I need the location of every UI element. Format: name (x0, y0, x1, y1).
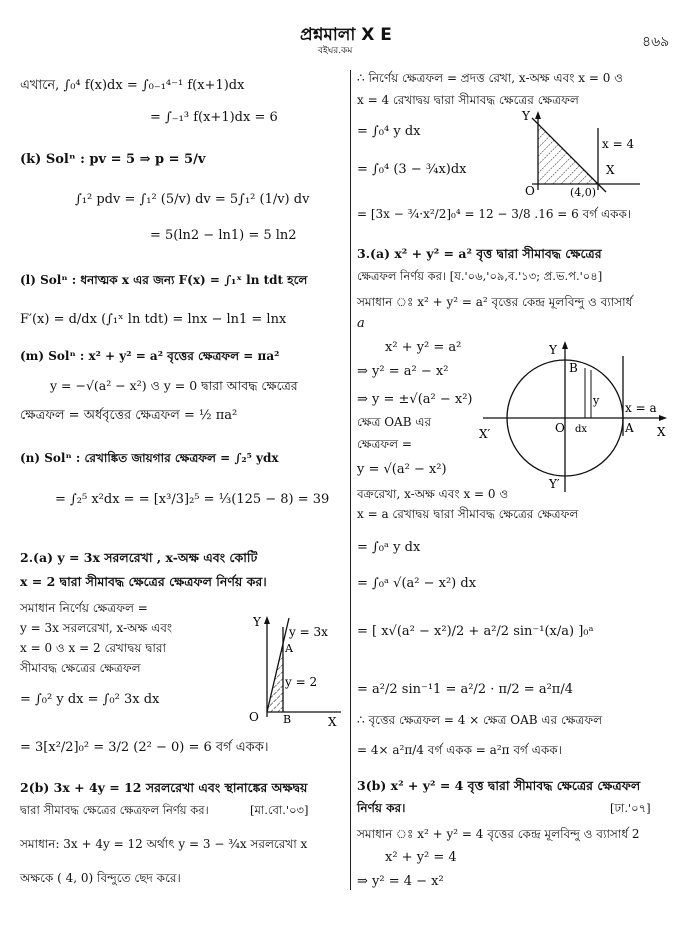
eq-line: ⇒ y = ±√(a² − x²) (357, 392, 473, 407)
eq-line: = ∫₂⁵ x²dx = = [x³/3]₂⁵ = ⅓(125 − 8) = 39 (55, 492, 330, 507)
exercise-title: প্রশ্নমালা X E (300, 25, 392, 45)
eq-line: = 3[x²/2]₀² = 3/2 (2² − 0) = 6 বর্গ একক। (20, 740, 269, 755)
page-number: ৪৬৯ (642, 34, 670, 50)
question-2a: x = 2 দ্বারা সীমাবদ্ধ ক্ষেত্রের ক্ষেত্রফল নির্ণয় কর। (20, 574, 267, 589)
point-b-label: B (569, 361, 578, 375)
eq-line: = [ x√(a² − x²)/2 + a²/2 sin⁻¹(x/a) ]₀ᵃ (357, 624, 594, 639)
question-reference: [ঢা.'০৭] (610, 801, 651, 815)
y-label: Y (253, 615, 261, 629)
solution-text: সমাধান নির্ণেয় ক্ষেত্রফল = (20, 601, 148, 615)
y-strip-label: y (593, 394, 600, 407)
figure-line-3x-4y-12 (518, 108, 646, 198)
eq-line: ⇒ y² = 4 − x² (357, 874, 444, 889)
solution-text: ∴ বৃত্তের ক্ষেত্রফল = 4 × ক্ষেত্র OAB এর ক্ষেত্রফল (357, 713, 603, 727)
solution-text: ∴ নির্ণেয় ক্ষেত্রফল = প্রদত্ত রেখা, x-অক্ষ এবং x = 0 ও (357, 71, 623, 85)
eq-line: y = −√(a² − x²) ও y = 0 দ্বারা আবদ্ধ ক্ষেত্রের (50, 378, 298, 393)
column-divider (350, 70, 351, 890)
eq-line: = [3x − ¾·x²/2]₀⁴ = 12 − 3/8 .16 = 6 বর্গ একক। (357, 207, 632, 221)
x-label: X (657, 425, 666, 439)
eq-line: = ∫₀ᵃ y dx (357, 540, 421, 555)
question-2a: 2.(a) y = 3x সরলরেখা , x-অক্ষ এবং কোটি (20, 550, 258, 565)
figure-circle (475, 336, 675, 496)
eq-line: = ∫₋₁³ f(x+1)dx = 6 (150, 110, 278, 125)
solution-n-heading: (n) Solⁿ : রেখাঙ্কিত জায়গার ক্ষেত্রফল = ∫₂⁵ ydx (20, 451, 279, 465)
figure-line-y-3x (243, 612, 345, 727)
question-3b: নির্ণয় কর। (357, 801, 406, 815)
line-label: x = 4 (602, 137, 635, 151)
point-label: (4,0) (570, 186, 597, 198)
arrowhead (264, 616, 270, 624)
x-prime-label: X′ (479, 427, 491, 441)
eq-line: = 4× a²π/4 বর্গ একক = a²π বর্গ একক। (357, 743, 562, 757)
y-label: Y (522, 109, 530, 123)
solution-m-heading: (m) Solⁿ : x² + y² = a² বৃত্তের ক্ষেত্রফল = πa² (20, 349, 280, 363)
eq-line: = a²/2 sin⁻¹1 = a²/2 · π/2 = a²π/4 (357, 682, 573, 697)
eq-line: F′(x) = d/dx (∫₁ˣ ln tdt) = lnx − ln1 = lnx (20, 312, 287, 327)
eq-line: ক্ষেত্রফল = অর্ধবৃত্তের ক্ষেত্রফল = ½ πa² (20, 408, 238, 423)
dx-label: dx (575, 424, 588, 435)
origin-label: O (525, 184, 535, 198)
point-a-label: A (285, 642, 293, 655)
question-2b: দ্বারা সীমাবদ্ধ ক্ষেত্রের ক্ষেত্রফল নির্ণয় কর। (20, 803, 209, 817)
point-a-label: A (625, 421, 634, 435)
question-3a: 3.(a) x² + y² = a² বৃত্ত দ্বারা সীমাবদ্ধ ক্ষেত্রের (357, 246, 602, 261)
publisher-mark: বইঘর.কম (318, 46, 353, 56)
arrowhead (535, 111, 541, 119)
line-label: y = 3x (289, 625, 328, 639)
line-label: x = a (625, 401, 657, 415)
eq-line: = ∫₀² y dx = ∫₀² 3x dx (20, 692, 160, 707)
solution-text: x = a রেখাদ্বয় দ্বারা সীমাবদ্ধ ক্ষেত্রের ক্ষেত্রফল (357, 507, 579, 521)
eq-line: y = √(a² − x²) (357, 462, 447, 477)
eq-line: এখানে, ∫₀⁴ f(x)dx = ∫₀₋₁⁴⁻¹ f(x+1)dx (20, 78, 245, 93)
solution-text: x = 0 ও x = 2 রেখাদ্বয় দ্বারা (20, 641, 166, 655)
solution-text: সমাধান: 3x + 4y = 12 অর্থাৎ y = 3 − ¾x সরলরেখা x (20, 837, 308, 851)
solution-text: সীমাবদ্ধ ক্ষেত্রের ক্ষেত্রফল (20, 661, 141, 675)
question-3b: 3(b) x² + y² = 4 বৃত্ত দ্বারা সীমাবদ্ধ ক্ষেত্রের ক্ষেত্রফল (357, 778, 641, 793)
solution-text: সমাধান ঃ x² + y² = 4 বৃত্তের কেন্দ্র মূলবিন্দু ও ব্যাসার্ধ 2 (357, 827, 640, 841)
arrowhead (659, 415, 667, 421)
x-label: X (606, 163, 615, 177)
solution-text: x = 4 রেখাদ্বয় দ্বারা সীমাবদ্ধ ক্ষেত্রের ক্ষেত্রফল (357, 93, 579, 107)
x-label: X (328, 715, 337, 727)
line-label: y = 2 (285, 675, 318, 689)
eq-line: = ∫₀ᵃ √(a² − x²) dx (357, 576, 477, 591)
question-3a: ক্ষেত্রফল নির্ণয় কর। [য.'০৬,'০৯,ব.'১৩; প্র.ভ.প.'০৪] (357, 269, 603, 283)
solution-text: সমাধান ঃ x² + y² = a² বৃত্তের কেন্দ্র মূলবিন্দু ও ব্যাসার্ধ (357, 295, 633, 309)
eq-line: x² + y² = a² (385, 340, 462, 355)
solution-text: a (357, 316, 365, 331)
eq-line: x² + y² = 4 (385, 850, 457, 865)
solution-k-heading: (k) Solⁿ : pv = 5 ⇒ p = 5/v (20, 152, 206, 167)
eq-line: = ∫₀⁴ y dx (357, 124, 421, 139)
solution-text: ক্ষেত্রফল = (357, 437, 412, 451)
eq-line: ∫₁² pdv = ∫₁² (5/v) dv = 5∫₁² (1/v) dv (75, 192, 310, 207)
solution-text: অক্ষকে ( 4, 0) বিন্দুতে ছেদ করে। (20, 871, 181, 885)
point-b-label: B (283, 713, 292, 726)
eq-line: ⇒ y² = a² − x² (357, 364, 449, 379)
origin-label: O (249, 710, 259, 724)
question-reference: [মা.বো.'০৩] (250, 803, 309, 817)
solution-text: বক্ররেখা, x-অক্ষ এবং x = 0 ও (357, 487, 509, 501)
solution-text: y = 3x সরলরেখা, x-অক্ষ এবং (20, 621, 173, 635)
eq-line: = 5(ln2 − ln1) = 5 ln2 (150, 228, 297, 243)
y-prime-label: Y′ (549, 477, 560, 491)
question-2b: 2(b) 3x + 4y = 12 সরলরেখা এবং স্থানাঙ্কের অক্ষদ্বয় (20, 780, 308, 795)
eq-line: = ∫₀⁴ (3 − ¾x)dx (357, 162, 467, 177)
solution-l-heading: (l) Solⁿ : ধনাত্মক x এর জন্য F(x) = ∫₁ˣ ln tdt হলে (20, 273, 308, 287)
arrowhead (562, 341, 568, 349)
origin-label: O (555, 421, 565, 435)
solution-text: ক্ষেত্র OAB এর (357, 415, 432, 429)
y-label: Y (549, 343, 557, 357)
